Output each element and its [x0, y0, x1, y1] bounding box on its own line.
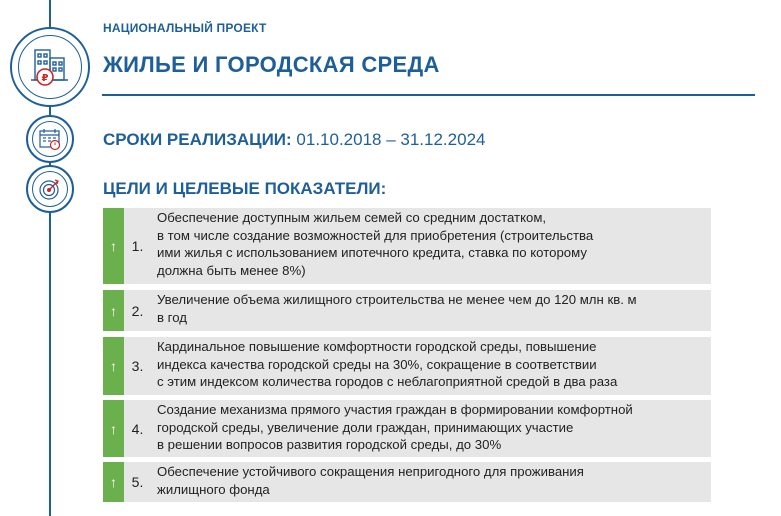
up-arrow-icon: ↑	[103, 400, 124, 457]
up-arrow-icon: ↑	[103, 337, 124, 395]
building-ruble-icon	[10, 27, 90, 107]
goal-text: Обеспечение устойчивого сокращения непригодного для проживания жилищного фонда	[151, 462, 711, 502]
calendar-clock-icon	[26, 115, 74, 163]
goal-number: 5.	[124, 462, 151, 502]
goal-text: Увеличение объема жилищного строительства не менее чем до 120 млн кв. м в год	[151, 290, 711, 331]
svg-text:₽: ₽	[41, 73, 49, 84]
goal-number: 4.	[124, 400, 151, 457]
target-arrow-icon	[26, 165, 74, 213]
goal-text: Кардинальное повышение комфортности городской среды, повышение индекса качества городской среды на 30%, сокращение в соответствии с этим индексом количества городов с неблагоприятной средой в два раза	[151, 337, 711, 395]
goals-heading: ЦЕЛИ И ЦЕЛЕВЫЕ ПОКАЗАТЕЛИ:	[103, 179, 387, 198]
implementation-terms	[103, 130, 485, 150]
up-arrow-icon: ↑	[103, 290, 124, 331]
goal-number: 3.	[124, 337, 151, 395]
goal-text: Обеспечение доступным жильем семей со средним достатком, в том числе создание возможностей для приобретения (строительства ими жилья с использованием ипотечного кредита, ставка по которому должна быть менее 8%)	[151, 208, 711, 284]
terms-value: 01.10.2018 – 31.12.2024	[291, 130, 486, 149]
up-arrow-icon: ↑	[103, 462, 124, 502]
up-arrow-icon: ↑	[103, 208, 124, 284]
goal-number: 1.	[124, 208, 151, 284]
section-eyebrow: НАЦИОНАЛЬНЫЙ ПРОЕКТ	[103, 21, 267, 35]
title-divider	[102, 94, 755, 96]
terms-label: СРОКИ РЕАЛИЗАЦИИ:	[103, 130, 292, 149]
goal-number: 2.	[124, 290, 151, 331]
goal-text: Создание механизма прямого участия граждан в формировании комфортной городской среды, увеличение доли граждан, принимающих участие в решении вопросов развития городской среды, до 30%	[151, 400, 711, 457]
page-title: ЖИЛЬЕ И ГОРОДСКАЯ СРЕДА	[103, 52, 440, 77]
